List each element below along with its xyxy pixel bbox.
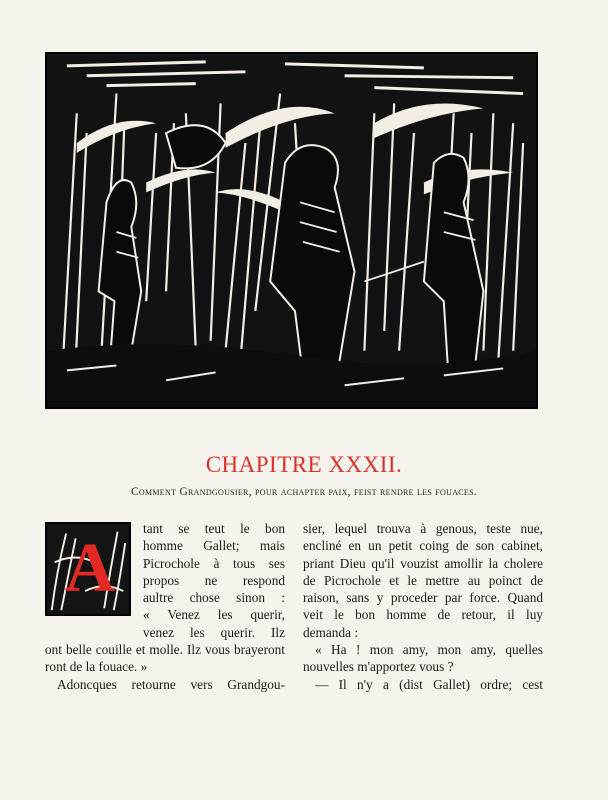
- text-line: « Ha ! mon amy, mon amy, quelles: [315, 642, 543, 658]
- text-line: — Il n'y a (dist Gallet) ordre; cest: [315, 676, 543, 692]
- drop-cap-letter: A: [64, 530, 116, 607]
- text-line: tant se teut le bon: [143, 521, 285, 536]
- left-text-column: [45, 520, 285, 693]
- text-line: de Picrochole et le mettre au poinct de: [303, 572, 543, 588]
- text-line: Picrochole à tous ses: [143, 555, 285, 571]
- right-text-column: [303, 520, 543, 693]
- text-line: homme Gallet; mais: [143, 538, 285, 554]
- chapter-subtitle: Comment Grandgousier, pour achapter paix, feist rendre les fouaces.: [130, 486, 478, 498]
- woodcut-illustration-icon: [47, 54, 536, 407]
- text-line: venez les querir. Ilz: [143, 624, 285, 640]
- text-line: sier, lequel trouva à genous, teste nue,: [303, 521, 543, 536]
- text-line: propos ne respond: [143, 572, 285, 588]
- text-line: demanda :: [303, 624, 359, 640]
- text-line: ront de la fouace. »: [45, 659, 148, 675]
- text-line: priant Dieu qu'il vouzist amollir la cholere: [303, 555, 543, 571]
- text-line: veit le bon homme de retour, il luy: [303, 607, 543, 623]
- text-line: aultre chose sinon :: [143, 590, 285, 606]
- text-line: encliné en un petit coing de son cabinet,: [303, 538, 543, 554]
- text-line: Adoncques retourne vers Grandgou-: [57, 676, 285, 692]
- text-line: « Venez les querir,: [143, 607, 285, 623]
- text-line: ont belle couille et molle. Ilz vous brayeront: [45, 642, 285, 658]
- woodcut-illustration: [45, 52, 538, 409]
- chapter-title: CHAPITRE XXXII.: [205, 452, 403, 477]
- text-line: nouvelles m'apportez vous ?: [303, 659, 454, 675]
- text-line: raison, sans y proceder par force. Quand: [303, 590, 543, 606]
